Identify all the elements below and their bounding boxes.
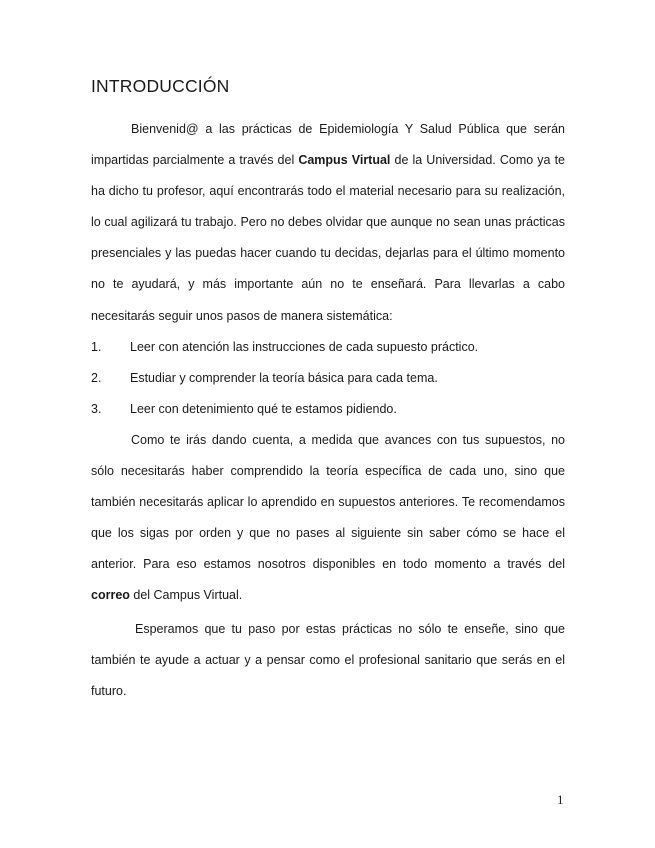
campus-virtual-emphasis: Campus Virtual [298,153,391,168]
steps-list [91,332,565,425]
closing-paragraph: Esperamos que tu paso por estas prácticas no sólo te enseñe, sino que también te ayude a actuar y a pensar como el profesional sanitario que serás en el futuro. [91,621,565,698]
intro-text-2: de la Universidad. Como ya te ha dicho tu profesor, aquí encontrarás todo el material necesario para su realización, lo cual agilizará tu trabajo. Pero no debes olvidar que aunque no sean unas prácticas presenciales y las puedas hacer cuando tu decidas, dejarlas para el último momento no te ayudará, y más importante aún no te enseñará. Para llevarlas a cabo necesitarás seguir unos pasos de manera sistemática: [91,153,565,323]
step-text: Estudiar y comprender la teoría básica para cada tema. [130,370,438,385]
correo-emphasis: correo [91,588,130,603]
list-item [91,363,565,394]
step-text: Leer con atención las instrucciones de cada supuesto práctico. [130,339,479,354]
step-number: 3. [91,401,102,416]
step-number: 2. [91,370,102,385]
intro-paragraph [91,114,565,332]
advice-text-1: Como te irás dando cuenta, a medida que avances con tus supuestos, no sólo necesitarás haber comprendido la teoría específica de cada uno, sino que también necesitarás aplicar lo aprendido en supuestos anteriores. Te recomendamos que los sigas por orden y que no pases al siguiente sin saber cómo se hace el anterior. Para eso estamos nosotros disponibles en todo momento a través del [91,432,565,572]
advice-text-2: del Campus Virtual. [129,588,243,603]
list-item [91,394,565,425]
document-body [91,114,565,707]
step-number: 1. [91,339,102,354]
advice-paragraph [91,425,565,612]
page-number: 1 [557,792,564,807]
page-title: INTRODUCCIÓN [91,76,230,96]
list-item [91,332,565,363]
step-text: Leer con detenimiento qué te estamos pidiendo. [130,401,397,416]
intro-text-1: Bienvenid@ a las prácticas de Epidemiología Y Salud Pública que serán impartidas parcialmente a través del [91,122,565,168]
